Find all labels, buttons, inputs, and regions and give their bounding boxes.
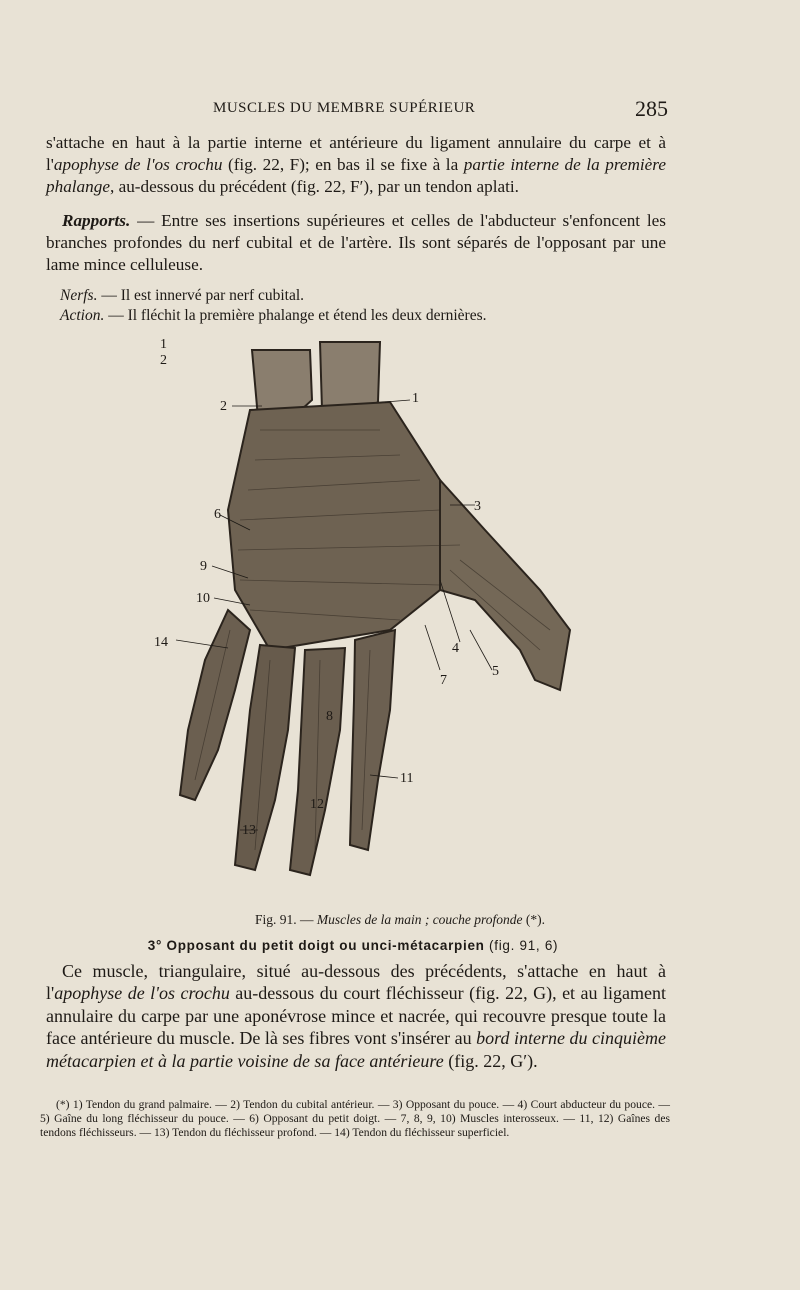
paragraph-1 <box>46 132 666 198</box>
p1-text-1: s'attache en haut à la partie interne et antérieure du ligament annulaire du carpe et à l' <box>46 133 666 174</box>
p3-italic-1: apophyse de l'os crochu <box>54 983 230 1004</box>
action-line <box>60 307 660 325</box>
page-header <box>38 96 668 122</box>
hand-muscle-illustration <box>140 330 600 890</box>
label-14: 14 <box>154 635 168 650</box>
label-9: 9 <box>200 559 207 574</box>
label-4: 4 <box>452 641 459 656</box>
p1-text-3: , au-dessous du précédent (fig. 22, F′), par un tendon aplati. <box>109 177 519 196</box>
label-8: 8 <box>326 709 333 724</box>
caption-prefix: Fig. 91. — <box>254 912 317 927</box>
paragraph-opposant <box>46 960 666 1072</box>
running-title: MUSCLES DU MEMBRE SUPÉRIEUR <box>213 100 476 116</box>
label-2: 2 <box>220 399 227 414</box>
p3-text-1: Ce muscle, triangulaire, situé au-dessous des précédents, s'attache en haut à l' <box>46 961 666 1004</box>
section-number: 3° <box>147 938 163 953</box>
nerfs-label: Nerfs. <box>60 287 98 304</box>
rapports-label: Rapports. <box>62 211 131 230</box>
p3-text-3: (fig. 22, G′). <box>443 1050 538 1071</box>
caption-italic: Muscles de la main ; couche profonde <box>316 912 523 927</box>
p3-text-2: au-dessous du court fléchisseur (fig. 22, G), et au ligament annulaire du carpe par une aponévrose mince et nacrée, qui recouvre presque toute la face antérieure du muscle. De là ses fibres vont s'insérer au <box>46 983 666 1049</box>
paragraph-rapports <box>46 210 666 276</box>
label-12: 12 <box>310 797 324 812</box>
p3-italic-2: bord interne du cinquième métacarpien et à la partie voisine de sa face antérieure <box>46 1028 666 1071</box>
section-title: Opposant du petit doigt ou unci-métacarpien <box>166 938 485 953</box>
action-text: — Il fléchit la première phalange et étend les deux dernières. <box>104 307 487 324</box>
page-number: 285 <box>635 96 668 121</box>
label-3: 3 <box>474 499 481 514</box>
figure-caption <box>0 912 800 928</box>
rapports-text: — Entre ses insertions supérieures et celles de l'abducteur s'enfoncent les branches profondes du nerf cubital et de l'artère. Ils sont séparés de l'opposant par une lame mince celluleuse. <box>46 211 666 274</box>
label-top-1: 1 <box>160 337 167 352</box>
figure-footnote: (*) 1) Tendon du grand palmaire. — 2) Tendon du cubital antérieur. — 3) Opposant du pouce. — 4) Court abducteur du pouce. — 5) Gaîne du long fléchisseur du pouce. — 6) Opposant du petit doigt. — 7, 8, 9, 10) Muscles interosseux. — 11, 12) Gaînes des tendons fléchisseurs. — 13) Tendon du fléchisseur profond. — 14) Tendon du fléchisseur superficiel. <box>40 1098 670 1140</box>
label-1: 1 <box>412 391 419 406</box>
section-ref: (fig. 91, 6) <box>484 938 559 953</box>
label-11: 11 <box>400 771 414 786</box>
nerfs-line <box>60 287 660 305</box>
p1-italic-2: partie interne de la première phalange <box>46 155 666 196</box>
label-7: 7 <box>440 673 447 688</box>
p1-italic-1: apophyse de l'os crochu <box>53 155 223 174</box>
label-6: 6 <box>214 507 221 522</box>
label-5: 5 <box>492 664 499 679</box>
p1-text-2: (fig. 22, F); en bas il se fixe à la <box>222 155 464 174</box>
label-top-2: 2 <box>160 353 167 368</box>
section-heading <box>38 938 668 953</box>
nerves-action-block <box>60 287 660 327</box>
label-10: 10 <box>196 591 210 606</box>
label-13: 13 <box>242 823 256 838</box>
caption-suffix: (*). <box>522 912 546 927</box>
action-label: Action. <box>60 307 105 324</box>
nerfs-text: — Il est innervé par nerf cubital. <box>97 287 305 304</box>
